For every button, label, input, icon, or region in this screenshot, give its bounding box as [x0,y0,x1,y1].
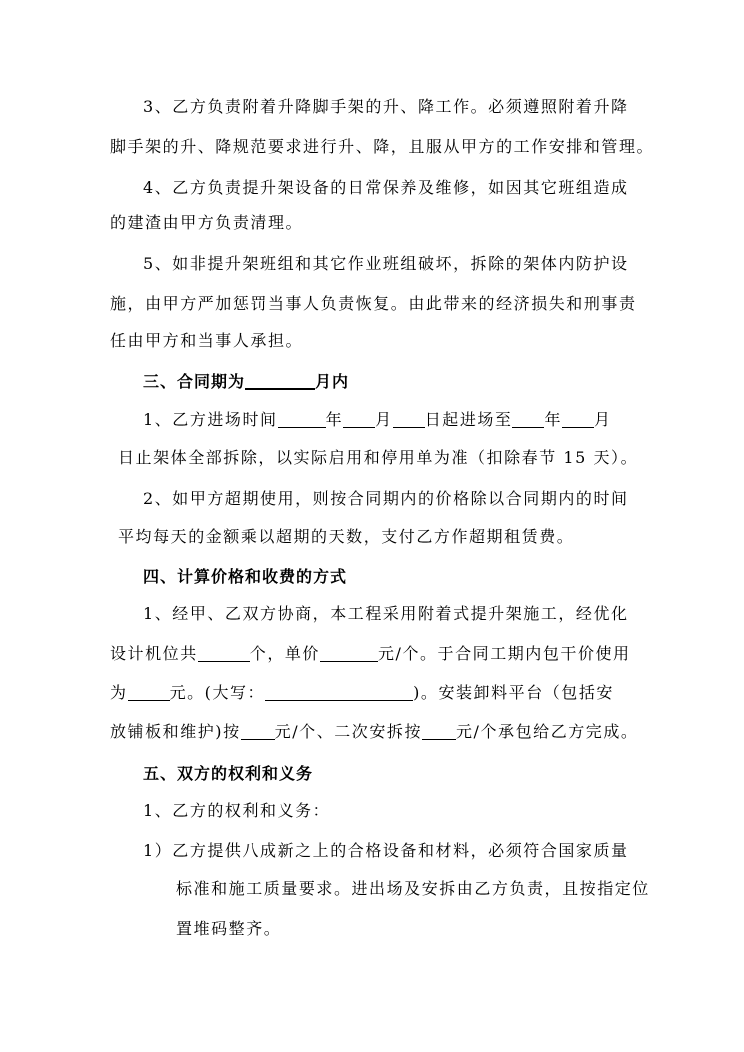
uppercase-amount-blank [265,684,413,701]
paragraph-4-line-2: 的建渣由甲方负责清理。 [110,213,304,232]
section-4-item-1-line-2 [110,643,631,665]
section-5-subitem-1-line-2: 标准和施工质量要求。进出场及安拆由乙方负责，且按指定位 [176,879,650,898]
paragraph-5-line-2: 施，由甲方严加惩罚当事人负责恢复。由此带来的经济损失和刑事责 [110,294,637,313]
entry-month-blank [343,411,375,428]
total-price-blank [128,684,170,701]
section-3-heading-text: 三、合同期为 [143,372,246,391]
section-4-item-1-line-4 [110,721,638,743]
section-3-heading-suffix: 月内 [315,372,350,391]
entry-day-blank [393,411,425,428]
section-3-heading [143,371,349,393]
paragraph-5-line-1: 5、如非提升架班组和其它作业班组破坏，拆除的架体内防护设 [143,254,629,273]
entry-time-label: 1、乙方进场时间 [143,410,278,429]
unit-price-blank [320,645,378,662]
entry-day-label: 日起进场至 [424,410,513,429]
entry-year-label: 年 [325,410,344,429]
reinstall-label: 元/个、二次安拆按 [274,722,422,741]
reinstall-price-blank [422,723,456,740]
section-5-subitem-1-line-1: 1）乙方提供八成新之上的合格设备和材料，必须符合国家质量 [143,841,629,860]
end-month-label: 月 [594,410,612,429]
section-4-heading: 四、计算价格和收费的方式 [143,567,348,586]
section-3-item-2-line-1: 2、如甲方超期使用，则按合同期内的价格除以合同期内的时间 [143,489,629,508]
machine-count-blank [198,645,250,662]
end-month-blank [562,411,594,428]
paragraph-3-line-2: 脚手架的升、降规范要求进行升、降，且服从甲方的工作安排和管理。 [110,137,655,156]
section-4-item-1-line-1: 1、经甲、乙双方协商，本工程采用附着式提升架施工，经优化 [143,604,629,623]
paragraph-5-line-3: 任由甲方和当事人承担。 [110,331,304,350]
uppercase-amount-label: 元。(大写： [169,683,266,702]
reinstall-suffix: 元/个承包给乙方完成。 [456,722,639,741]
paragraph-4-line-1: 4、乙方负责提升架设备的日常保养及维修，如因其它班组造成 [143,178,629,197]
unit-price-label: 个，单价 [249,644,320,663]
paragraph-3-line-1: 3、乙方负责附着升降脚手架的升、降工作。必须遵照附着升降 [143,97,629,116]
section-5-heading: 五、双方的权利和义务 [143,764,314,783]
total-price-label: 为 [110,683,128,702]
section-3-item-2-line-2: 平均每天的金额乘以超期的天数，支付乙方作超期租赁费。 [118,527,575,546]
end-year-blank [512,411,544,428]
section-5-item-1: 1、乙方的权利和义务： [143,801,331,820]
section-3-item-1-line-2: 日止架体全部拆除，以实际启用和停用单为准（扣除春节 15 天）。 [118,448,639,467]
section-4-item-1-line-3 [110,682,614,704]
machine-count-label: 设计机位共 [110,644,198,663]
platform-label: )。安装卸料平台（包括安 [413,683,614,702]
contract-months-blank [245,372,315,390]
platform-price-blank [241,723,275,740]
entry-month-label: 月 [375,410,393,429]
section-5-subitem-1-line-3: 置堆码整齐。 [176,919,282,938]
unit-price-suffix: 元/个。于合同工期内包干价使用 [377,644,631,663]
platform-price-label: 放铺板和维护)按 [110,722,241,741]
entry-year-blank [278,411,326,428]
section-3-item-1-line-1 [143,409,612,431]
end-year-label: 年 [544,410,563,429]
